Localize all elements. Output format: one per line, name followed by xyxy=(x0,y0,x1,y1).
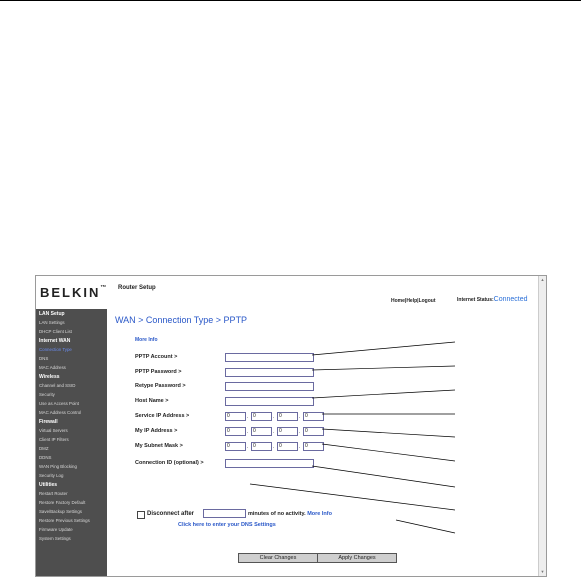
octet-dot: . xyxy=(273,414,275,420)
help-link[interactable]: Help xyxy=(406,298,418,304)
octet-dot: . xyxy=(247,429,249,435)
sidebar-item-dns[interactable]: DNS xyxy=(39,356,49,361)
sidebar-item-wan-ping-blocking[interactable]: WAN Ping Blocking xyxy=(39,464,77,469)
callout-line xyxy=(250,484,455,510)
callout-line xyxy=(312,390,455,398)
sidebar-item-restart-router[interactable]: Restart Router xyxy=(39,491,68,496)
sidebar-item-factory-default[interactable]: Restore Factory Default xyxy=(39,500,86,505)
sidebar-item-mac-control[interactable]: MAC Address Control xyxy=(39,410,82,415)
service-ip-octet-4[interactable]: 0 xyxy=(303,412,324,421)
home-link[interactable]: Home xyxy=(391,298,405,304)
internet-status-label: Internet Status: xyxy=(457,297,494,303)
subnet-octet-1[interactable]: 0 xyxy=(225,442,246,451)
pptp-password-label: PPTP Password > xyxy=(135,369,182,375)
sidebar-item-wireless[interactable]: Wireless xyxy=(39,374,60,380)
top-links: Home|Help|Logout xyxy=(391,298,436,304)
callout-line xyxy=(312,466,455,487)
sidebar-item-security[interactable]: Security xyxy=(39,392,55,397)
belkin-logo: BELKIN™ xyxy=(40,285,107,300)
minutes-more-info-link[interactable]: More Info xyxy=(307,511,332,517)
sidebar-item-virtual-servers[interactable]: Virtual Servers xyxy=(39,428,68,433)
sidebar-item-firmware-update[interactable]: Firmware Update xyxy=(39,527,73,532)
octet-dot: . xyxy=(299,414,301,420)
router-setup-label: Router Setup xyxy=(118,285,156,291)
my-ip-octet-3[interactable]: 0 xyxy=(277,427,298,436)
pptp-account-label: PPTP Account > xyxy=(135,354,178,360)
host-name-label: Host Name > xyxy=(135,398,169,404)
sidebar-item-utilities[interactable]: Utilities xyxy=(39,482,58,488)
clear-changes-button[interactable]: Clear Changes xyxy=(238,553,318,563)
callout-line xyxy=(312,342,455,355)
more-info-link[interactable]: More Info xyxy=(135,337,158,343)
sidebar-item-dhcp-client-list[interactable]: DHCP Client List xyxy=(39,329,72,334)
my-ip-octet-2[interactable]: 0 xyxy=(251,427,272,436)
sidebar-item-ddns[interactable]: DDNS xyxy=(39,455,52,460)
sidebar-item-connection-type[interactable]: Connection Type xyxy=(39,347,72,352)
sidebar-item-lan-setup[interactable]: LAN Setup xyxy=(39,311,65,317)
page-title: WAN > Connection Type > PPTP xyxy=(115,315,248,325)
callout-line xyxy=(396,520,455,533)
subnet-octet-2[interactable]: 0 xyxy=(251,442,272,451)
sidebar-item-save-backup[interactable]: Save/Backup Settings xyxy=(39,509,82,514)
sidebar-item-client-ip-filters[interactable]: Client IP Filters xyxy=(39,437,69,442)
callout-line xyxy=(322,429,455,437)
my-ip-octet-1[interactable]: 0 xyxy=(225,427,246,436)
sidebar-item-mac-address[interactable]: MAC Address xyxy=(39,365,66,370)
callout-line xyxy=(312,366,455,370)
apply-changes-button[interactable]: Apply Changes xyxy=(317,553,397,563)
dns-settings-link[interactable]: Click here to enter your DNS Settings xyxy=(178,522,276,528)
octet-dot: . xyxy=(299,429,301,435)
sidebar-item-channel-ssid[interactable]: Channel and SSID xyxy=(39,383,76,388)
scroll-down-icon[interactable]: ▼ xyxy=(540,569,545,574)
sidebar-item-dmz[interactable]: DMZ xyxy=(39,446,49,451)
sidebar-item-lan-settings[interactable]: LAN Settings xyxy=(39,320,65,325)
octet-dot: . xyxy=(273,444,275,450)
disconnect-label: Disconnect after xyxy=(147,511,195,517)
service-ip-octet-2[interactable]: 0 xyxy=(251,412,272,421)
sidebar-item-internet-wan[interactable]: Internet WAN xyxy=(39,338,71,344)
service-ip-label: Service IP Address > xyxy=(135,413,190,419)
minutes-label: minutes of no activity. xyxy=(248,511,306,517)
internet-status-value: Connected xyxy=(493,296,528,303)
sidebar-item-restore-previous[interactable]: Restore Previous Settings xyxy=(39,518,90,523)
subnet-mask-label: My Subnet Mask > xyxy=(135,443,183,449)
octet-dot: . xyxy=(273,429,275,435)
octet-dot: . xyxy=(247,414,249,420)
logout-link[interactable]: Logout xyxy=(418,298,436,304)
my-ip-label: My IP Address > xyxy=(135,428,178,434)
service-ip-octet-1[interactable]: 0 xyxy=(225,412,246,421)
octet-dot: . xyxy=(247,444,249,450)
service-ip-octet-3[interactable]: 0 xyxy=(277,412,298,421)
retype-password-label: Retype Password > xyxy=(135,383,186,389)
callout-line xyxy=(322,444,455,461)
sidebar-item-system-settings[interactable]: System Settings xyxy=(39,536,71,541)
octet-dot: . xyxy=(299,444,301,450)
scroll-up-icon[interactable]: ▲ xyxy=(540,277,545,282)
my-ip-octet-4[interactable]: 0 xyxy=(303,427,324,436)
sidebar-item-security-log[interactable]: Security Log xyxy=(39,473,64,478)
connection-id-label: Connection ID (optional) > xyxy=(135,460,204,466)
sidebar-item-firewall[interactable]: Firewall xyxy=(39,419,58,425)
subnet-octet-4[interactable]: 0 xyxy=(303,442,324,451)
subnet-octet-3[interactable]: 0 xyxy=(277,442,298,451)
sidebar-item-access-point[interactable]: Use as Access Point xyxy=(39,401,80,406)
